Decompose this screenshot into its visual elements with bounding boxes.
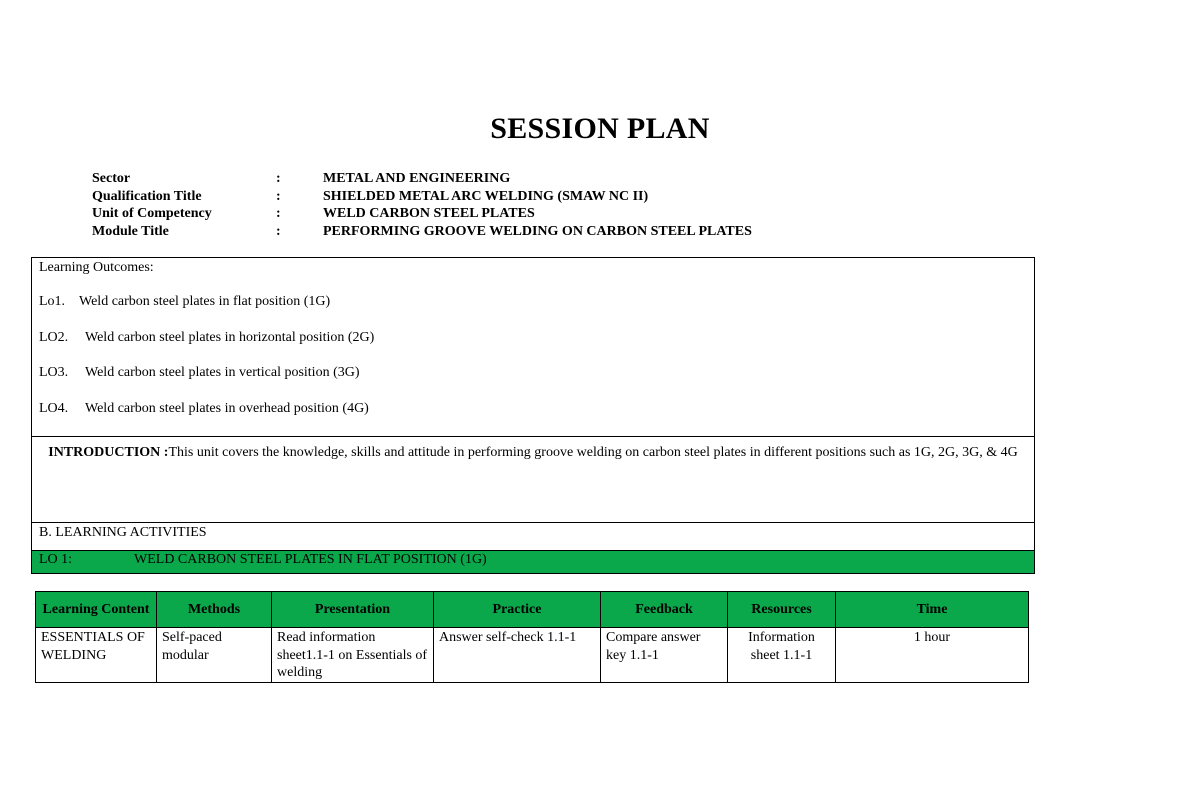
- outcomes-box: [31, 257, 1035, 574]
- column-header: Learning Content: [36, 592, 157, 628]
- introduction-label: INTRODUCTION: [48, 445, 161, 460]
- info-label: Sector: [92, 171, 131, 186]
- table-cell: 1 hour: [836, 628, 1029, 683]
- info-label: Qualification Title: [92, 188, 202, 204]
- outcome-item: [39, 401, 369, 417]
- outcome-text: Weld carbon steel plates in horizontal position (2G): [85, 330, 375, 345]
- info-colon: :: [276, 206, 281, 222]
- table-row: [36, 628, 1029, 683]
- info-value: METAL AND ENGINEERING: [323, 171, 511, 186]
- info-colon: :: [276, 224, 281, 240]
- page-title: SESSION PLAN: [490, 112, 710, 145]
- column-header: Time: [836, 592, 1029, 628]
- outcome-item: [39, 330, 374, 346]
- introduction-text: This unit covers the knowledge, skills and attitude in performing groove welding on carbon steel plates in different positions such as 1G, 2G, 3G, & 4G: [168, 445, 1018, 460]
- column-header: Presentation: [272, 592, 434, 628]
- outcomes-header: Learning Outcomes:: [39, 260, 154, 275]
- info-row-sector: [92, 170, 992, 188]
- learning-outcomes: [32, 258, 1034, 437]
- info-label: Unit of Competency: [92, 206, 212, 222]
- info-colon: :: [276, 188, 281, 204]
- column-header: Methods: [157, 592, 272, 628]
- info-label: Module Title: [92, 224, 169, 240]
- table-cell: Read information sheet1.1-1 on Essentials of welding: [272, 628, 434, 683]
- outcome-code: LO2.: [39, 330, 69, 345]
- info-row-qualification: [92, 188, 992, 206]
- info-row-unit: [92, 205, 992, 223]
- info-value: WELD CARBON STEEL PLATES: [323, 206, 535, 222]
- info-value: PERFORMING GROOVE WELDING ON CARBON STEEL PLATES: [323, 224, 752, 240]
- lo1-bar: [32, 551, 1034, 573]
- table-header-row: [36, 592, 1029, 628]
- table-cell: Answer self-check 1.1-1: [434, 628, 601, 683]
- column-header: Resources: [728, 592, 836, 628]
- outcome-item: [39, 294, 330, 310]
- outcome-item: [39, 365, 360, 381]
- introduction-colon: :: [163, 445, 169, 460]
- outcome-text: Weld carbon steel plates in flat position (1G): [79, 294, 331, 309]
- plan-info: [92, 170, 992, 241]
- column-header: Practice: [434, 592, 601, 628]
- lo1-title: WELD CARBON STEEL PLATES IN FLAT POSITION (1G): [134, 552, 487, 567]
- outcome-text: Weld carbon steel plates in overhead position (4G): [85, 401, 369, 416]
- info-row-module: [92, 223, 992, 241]
- learning-activities-header: B. LEARNING ACTIVITIES: [32, 523, 1034, 551]
- table-cell: Self-paced modular: [157, 628, 272, 683]
- table-cell: Information sheet 1.1-1: [728, 628, 836, 683]
- outcome-text: Weld carbon steel plates in vertical position (3G): [85, 365, 360, 380]
- table-cell: Compare answer key 1.1-1: [601, 628, 728, 683]
- outcome-code: Lo1.: [39, 294, 66, 309]
- outcome-code: LO3.: [39, 365, 69, 380]
- outcome-code: LO4.: [39, 401, 69, 416]
- introduction: [32, 436, 1034, 523]
- column-header: Feedback: [601, 592, 728, 628]
- activities-table: [35, 591, 1029, 683]
- info-colon: :: [276, 171, 281, 186]
- table-cell: ESSENTIALS OF WELDING: [36, 628, 157, 683]
- lo1-number: LO 1:: [39, 552, 73, 567]
- info-value: SHIELDED METAL ARC WELDING (SMAW NC II): [323, 188, 649, 204]
